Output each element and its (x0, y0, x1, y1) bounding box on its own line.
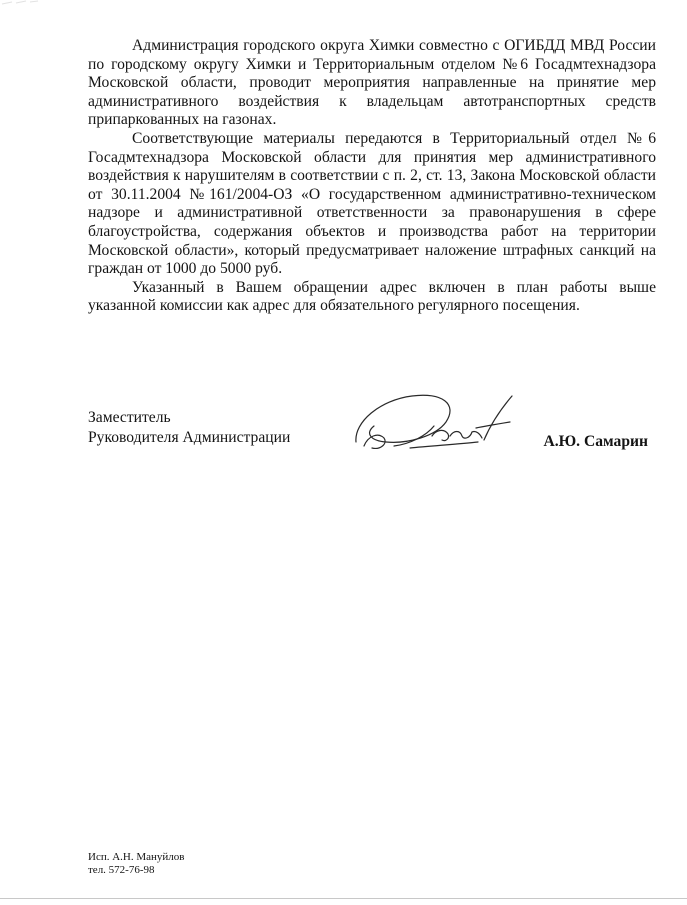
paragraph-2: Соответствующие материалы передаются в Территориальный отдел №6 Госадмтехнадзора Московской области для принятия мер административного воздействия к нарушителям в соответствии с п. 2, ст. 13, Закона Московской области от 30.11.2004 №161/2004-ОЗ «О государственном административно-техническом надзоре и административной ответственности за правонарушения в сфере благоустройства, содержания объектов и производства работ на территории Московской области», который предусматривает наложение штрафных санкций на граждан от 1000 до 5000 руб. (88, 129, 656, 278)
scan-bottom-edge (0, 898, 687, 899)
signature-block (88, 408, 656, 468)
signatory-title-line-2: Руководителя Администрации (88, 429, 291, 446)
paragraph-1: Администрация городского округа Химки совместно с ОГИБДД МВД России по городскому округу Химки и Территориальным отделом №6 Госадмтехнадзора Московской области, проводит мероприятия направленные на принятие мер административного воздействия к владельцам автотранспортных средств припаркованных на газонах. (88, 37, 656, 129)
letter-body (88, 37, 656, 316)
executor-phone: тел. 572-76-98 (88, 864, 155, 876)
signatory-title-line-1: Заместитель (88, 409, 171, 426)
scan-corner-mark (0, 0, 40, 18)
executor-name: Исп. А.Н. Мануйлов (88, 851, 185, 863)
signatory-title (88, 408, 290, 448)
handwritten-signature (350, 386, 520, 460)
executor-footer (88, 851, 184, 877)
paragraph-3: Указанный в Вашем обращении адрес включен в план работы выше указанной комиссии как адрес для обязательного регулярного посещения. (88, 278, 656, 315)
signatory-name: А.Ю. Самарин (543, 433, 648, 450)
